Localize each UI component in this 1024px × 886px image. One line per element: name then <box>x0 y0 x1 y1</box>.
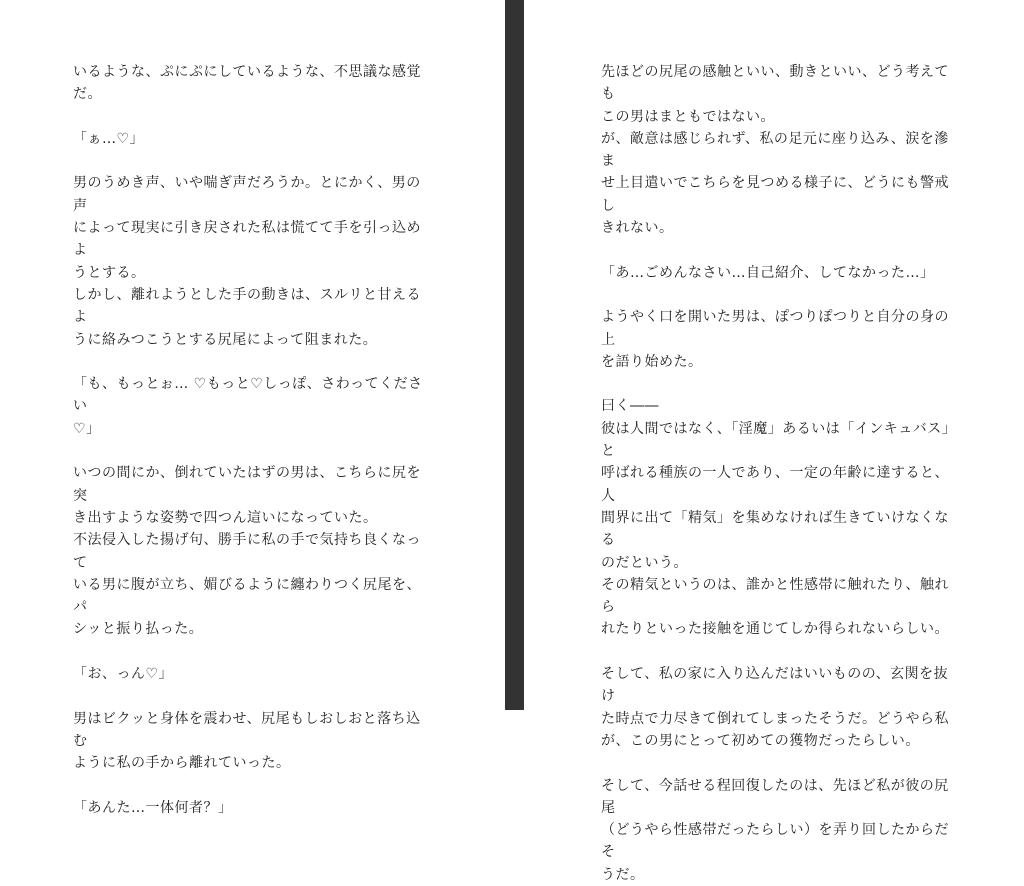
paragraph: いつの間にか、倒れていたはずの男は、こちらに尻を突 き出すような姿勢で四つん這いになっていた。 不法侵入した揚げ句、勝手に私の手で気持ち良くなって いる男に腹が立ち、媚びるように纏わりつく尻尾を、パ シッと振り払った。 <box>73 465 421 638</box>
blank-line <box>601 373 961 395</box>
left-page-text <box>73 61 433 819</box>
paragraph: そして、私の家に入り込んだはいいものの、玄関を抜け た時点で力尽きて倒れてしまったそうだ。どうやら私 が、この男にとって初めての獲物だったらしい。 <box>601 666 949 749</box>
paragraph: そして、今話せる程回復したのは、先ほど私が彼の尻尾 （どうやら性感帯だったらしい）を弄り回したからだそ うだ。 <box>601 777 949 883</box>
blank-line <box>73 440 433 462</box>
dialogue-line: 「あんた…一体何者？」 <box>73 799 233 816</box>
paragraph: 先ほどの尻尾の感触といい、動きといい、どう考えても この男はまともではない。 が、敵意は感じられず、私の足元に座り込み、涙を滲ま せ上目遣いでこちらを見つめる様子に、どうにも警戒し きれない。 <box>601 64 949 237</box>
blank-line <box>601 284 961 306</box>
blank-line <box>73 351 433 373</box>
blank-line <box>601 641 961 663</box>
paragraph: 曰く―― 彼は人間ではなく、「淫魔」あるいは「インキュバス」と 呼ばれる種族の一人であり、一定の年齢に達すると、人 間界に出て「精気」を集めなければ生きていけなくなる のだという。 その精気というのは、誰かと性感帯に触れたり、触れら れたりといった接触を通じてしか得られないらしい。 <box>601 398 957 638</box>
left-page <box>0 0 505 816</box>
dialogue-line: 「ぁ…♡」 <box>73 130 145 147</box>
dialogue-line: 「も、もっとぉ… ♡もっと♡しっぽ、さわってください ♡」 <box>73 376 423 437</box>
paragraph: いるような、ぷにぷにしているような、不思議な感覚だ。 <box>73 64 421 103</box>
blank-line <box>73 106 433 128</box>
right-page-text <box>601 61 961 886</box>
page-gutter <box>505 0 524 710</box>
blank-line <box>601 752 961 774</box>
paragraph: ようやく口を開いた男は、ぽつりぽつりと自分の身の上 を語り始めた。 <box>601 309 949 370</box>
blank-line <box>73 150 433 172</box>
dialogue-line: 「あ…ごめんなさい…自己紹介、してなかった…」 <box>601 264 935 281</box>
blank-line <box>73 641 433 663</box>
blank-line <box>73 685 433 707</box>
paragraph: 男のうめき声、いや喘ぎ声だろうか。とにかく、男の声 によって現実に引き戻された私は慌てて手を引っ込めよ うとする。 しかし、離れようとした手の動きは、スルリと甘えるよ うに絡みつこうとする尻尾によって阻まれた。 <box>73 175 421 348</box>
blank-line <box>601 239 961 261</box>
paragraph: 男はビクッと身体を震わせ、尻尾もしおしおと落ち込む ように私の手から離れていった。 <box>73 710 421 772</box>
dialogue-line: 「お、っん♡」 <box>73 666 174 683</box>
blank-line <box>73 775 433 797</box>
right-page <box>524 0 1024 883</box>
